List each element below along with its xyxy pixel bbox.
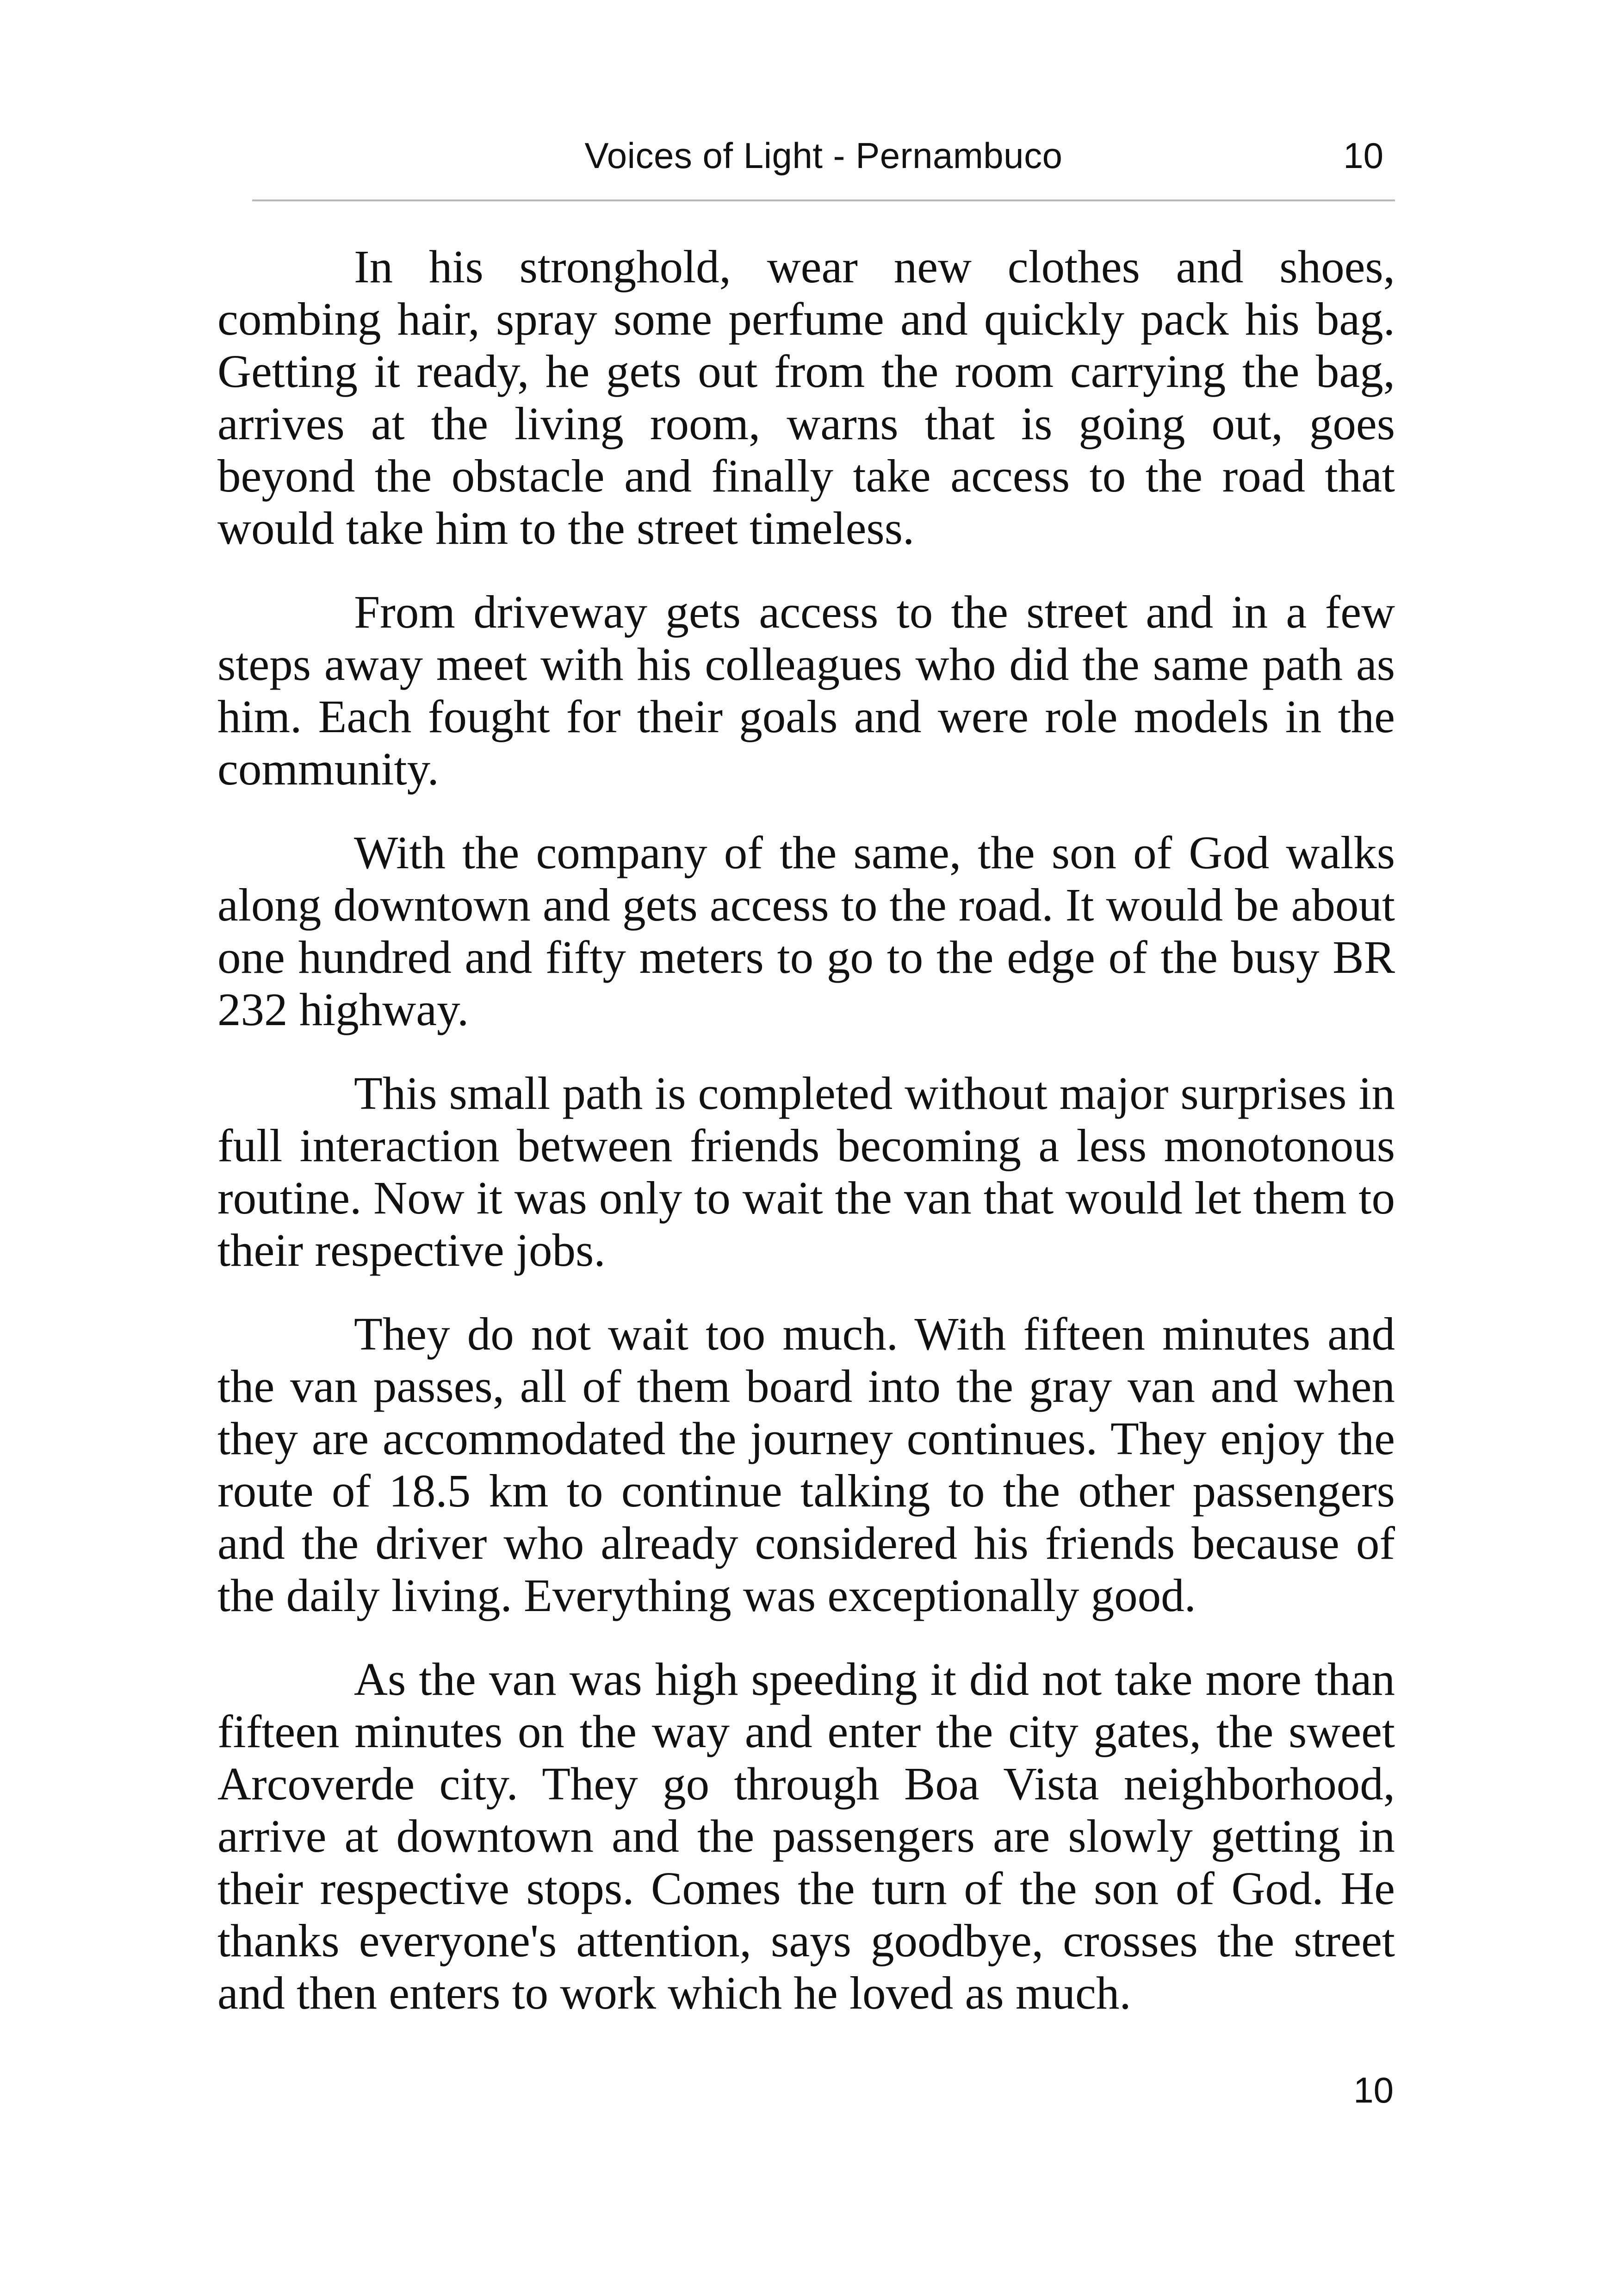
header-page-number: 10	[1343, 135, 1383, 176]
paragraph: As the van was high speeding it did not take more than fifteen minutes on the way and enter the city gates, the sweet Arcoverde city. They go through Boa Vista neighborhood, arrive at downtown and the passengers are slowly getting in their respective stops. Comes the turn of the son of God. He thanks everyone's attention, says goodbye, crosses the street and then enters to work which he loved as much.	[217, 1653, 1395, 2019]
paragraph: In his stronghold, wear new clothes and shoes, combing hair, spray some perfume and quickly pack his bag. Getting it ready, he gets out from the room carrying the bag, arrives at the living room, warns that is going out, goes beyond the obstacle and finally take access to the road that would take him to the street timeless.	[217, 241, 1395, 554]
body-text	[217, 241, 1395, 2051]
paragraph: From driveway gets access to the street and in a few steps away meet with his colleagues who did the same path as him. Each fought for their goals and were role models in the community.	[217, 586, 1395, 795]
paragraph: This small path is completed without major surprises in full interaction between friends becoming a less monotonous routine. Now it was only to wait the van that would let them to their respective jobs.	[217, 1067, 1395, 1276]
paragraph: They do not wait too much. With fifteen minutes and the van passes, all of them board into the gray van and when they are accommodated the journey continues. They enjoy the route of 18.5 km to continue talking to the other passengers and the driver who already considered his friends because of the daily living. Everything was exceptionally good.	[217, 1308, 1395, 1621]
footer-page-number: 10	[1353, 2070, 1394, 2110]
book-title: Voices of Light - Pernambuco	[584, 135, 1063, 176]
running-header	[252, 130, 1395, 201]
paragraph: With the company of the same, the son of God walks along downtown and gets access to the road. It would be about one hundred and fifty meters to go to the edge of the busy BR 232 highway.	[217, 827, 1395, 1035]
